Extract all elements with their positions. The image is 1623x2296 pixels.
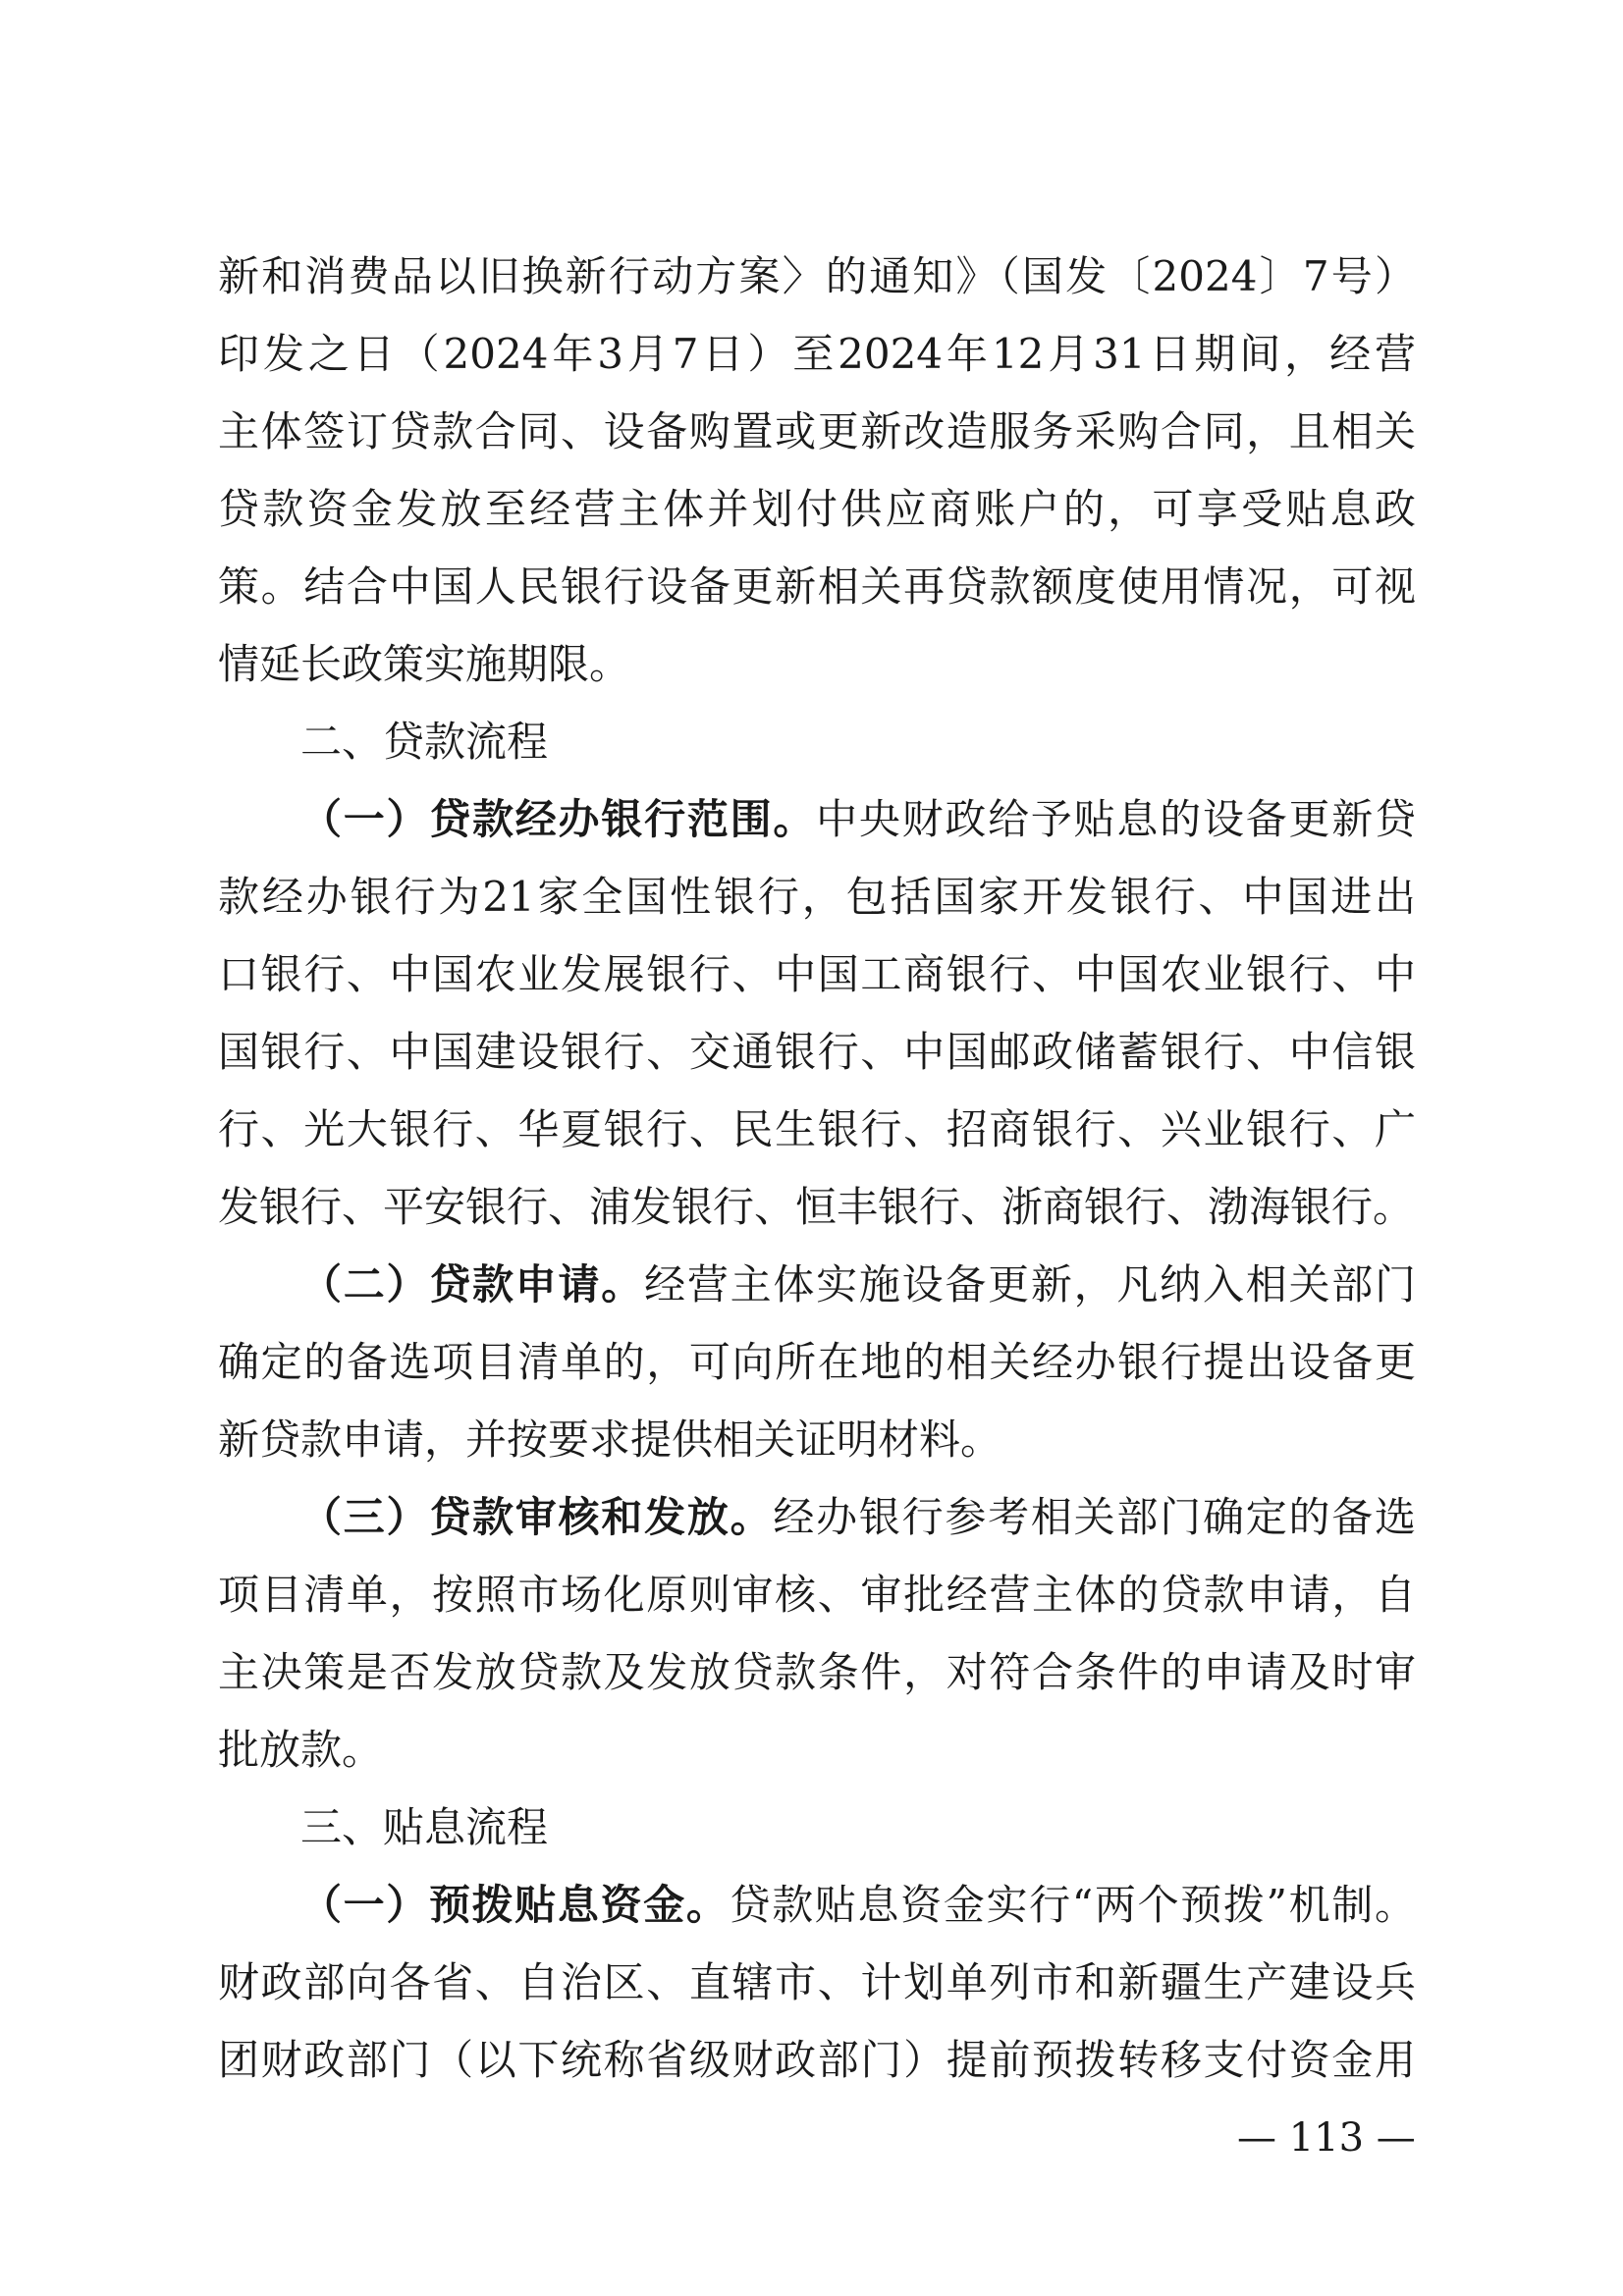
body-text-line: 口银行、中国农业发展银行、中国工商银行、中国农业银行、中	[218, 950, 1416, 998]
item-text: 经营主体实施设备更新，凡纳入相关部门	[644, 1260, 1416, 1308]
item-text: 贷款贴息资金实行“两个预拨”机制。	[729, 1881, 1416, 1929]
list-item-first-line	[300, 1488, 1416, 1547]
body-text-line: 印发之日（2024年3月7日）至2024年12月31日期间，经营	[218, 330, 1416, 378]
body-text-line: 贷款资金发放至经营主体并划付供应商账户的，可享受贴息政	[218, 485, 1416, 533]
body-text-line: 行、光大银行、华夏银行、民生银行、招商银行、兴业银行、广	[218, 1105, 1416, 1153]
body-text-line: 策。结合中国人民银行设备更新相关再贷款额度使用情况，可视	[218, 562, 1416, 611]
body-text-line: 财政部向各省、自治区、直辖市、计划单列市和新疆生产建设兵	[218, 1958, 1416, 2006]
section-heading: 三、贴息流程	[300, 1803, 549, 1851]
item-title: （一）预拨贴息资金。	[300, 1881, 730, 1929]
body-text-line: 发银行、平安银行、浦发银行、恒丰银行、浙商银行、渤海银行。	[218, 1183, 1415, 1231]
page-number: — 113 —	[1237, 2115, 1416, 2161]
item-text: 中央财政给予贴息的设备更新贷	[816, 795, 1416, 843]
list-item-first-line	[300, 1876, 1416, 1935]
body-text-line: 确定的备选项目清单的，可向所在地的相关经办银行提出设备更	[218, 1338, 1416, 1386]
body-text-line: 款经办银行为21家全国性银行，包括国家开发银行、中国进出	[218, 873, 1416, 921]
body-text-line: 主决策是否发放贷款及发放贷款条件，对符合条件的申请及时审	[218, 1648, 1416, 1696]
item-title: （三）贷款审核和发放。	[300, 1493, 774, 1541]
item-title: （一）贷款经办银行范围。	[300, 795, 817, 843]
body-text-line: 团财政部门（以下统称省级财政部门）提前预拨转移支付资金用	[218, 2036, 1416, 2084]
list-item-first-line	[300, 1255, 1416, 1314]
item-title: （二）贷款申请。	[300, 1260, 645, 1308]
list-item-first-line	[300, 790, 1416, 849]
body-text-line: 项目清单，按照市场化原则审核、审批经营主体的贷款申请，自	[218, 1571, 1416, 1619]
body-text-line: 主体签订贷款合同、设备购置或更新改造服务采购合同，且相关	[218, 407, 1416, 455]
body-text-line: 情延长政策实施期限。	[218, 640, 631, 688]
body-text-line: 批放款。	[218, 1726, 384, 1774]
item-text: 经办银行参考相关部门确定的备选	[773, 1493, 1416, 1541]
body-text-line: 新和消费品以旧换新行动方案〉的通知》（国发〔2024〕7号）	[218, 252, 1416, 300]
body-text-line: 新贷款申请，并按要求提供相关证明材料。	[218, 1415, 1002, 1464]
section-heading: 二、贷款流程	[300, 718, 549, 766]
body-text-line: 国银行、中国建设银行、交通银行、中国邮政储蓄银行、中信银	[218, 1028, 1416, 1076]
